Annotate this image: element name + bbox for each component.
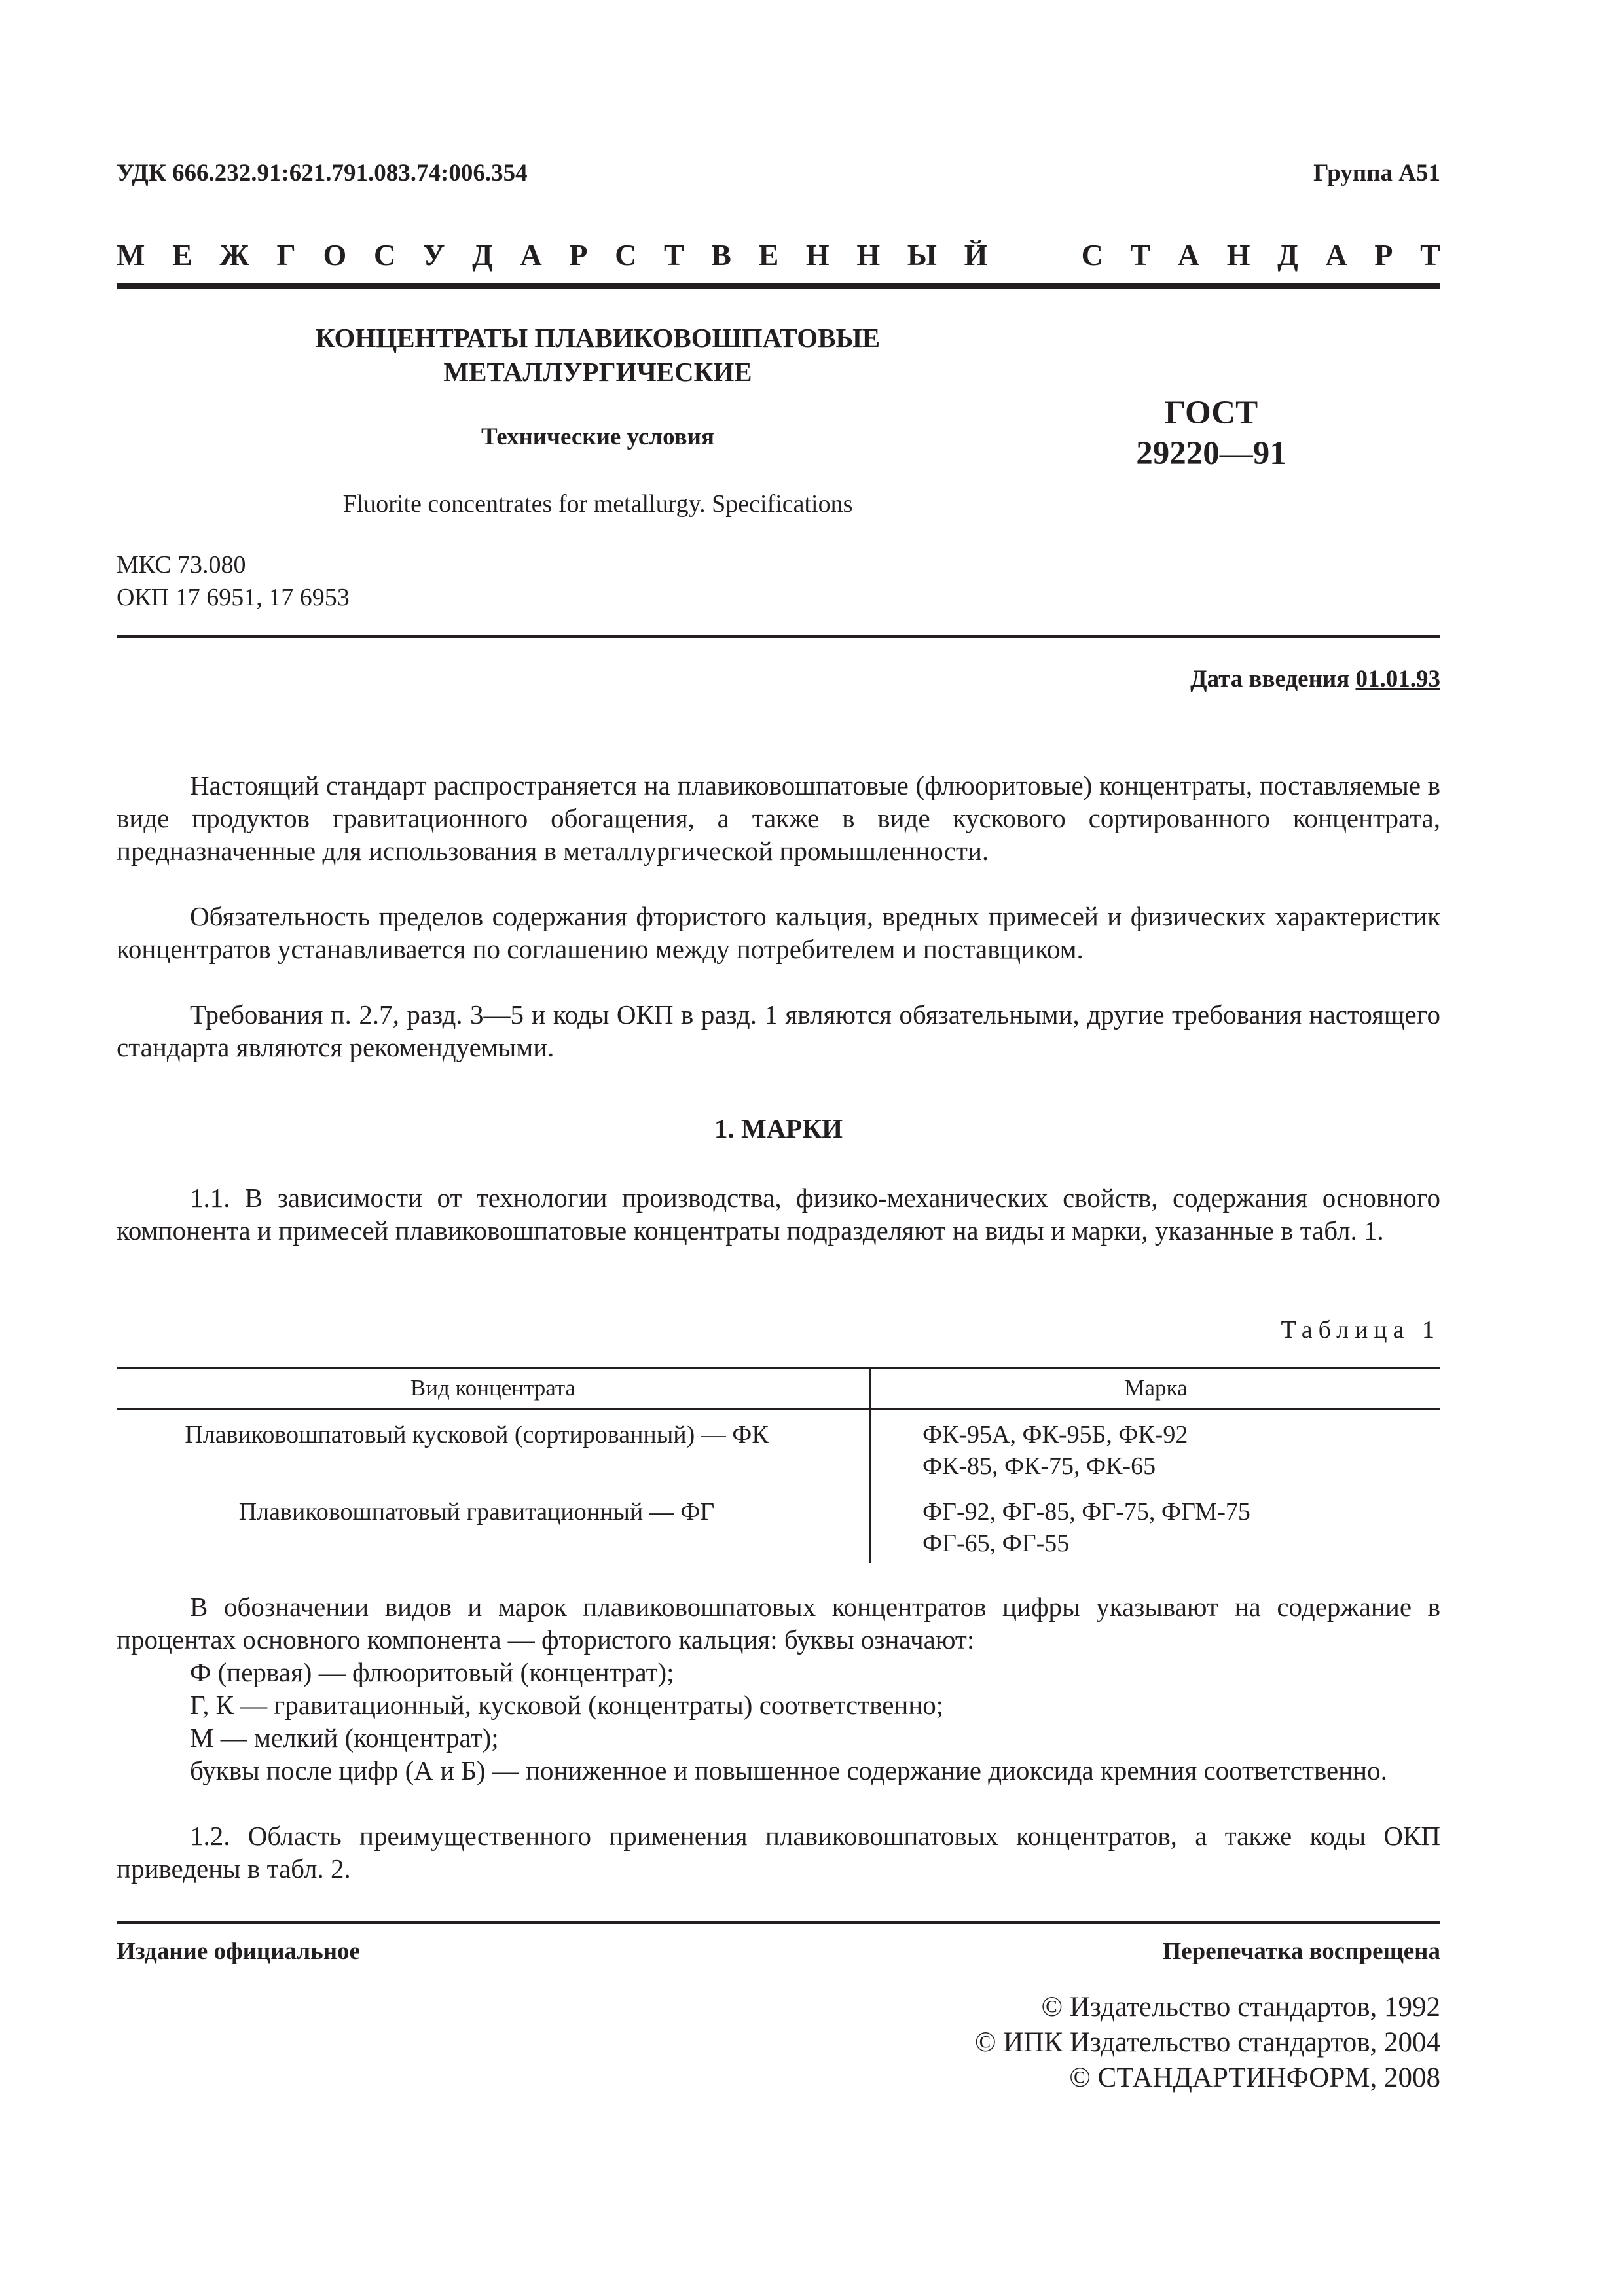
concentrate-grades bbox=[871, 1482, 1441, 1563]
effective-date bbox=[1190, 665, 1440, 693]
table-header-row bbox=[117, 1368, 1440, 1409]
table-caption: Таблица 1 bbox=[1281, 1316, 1440, 1344]
intro-paragraph-3: Требования п. 2.7, разд. 3—5 и коды ОКП в разд. 1 являются обязательными, другие требования настоящего стандарта являются рекомендуемыми. bbox=[117, 999, 1440, 1062]
okp-code: ОКП 17 6951, 17 6953 bbox=[117, 584, 350, 611]
concentrate-kind: Плавиковошпатовый гравитационный — ФГ bbox=[117, 1482, 871, 1563]
english-title: Fluorite concentrates for metallurgy. Specifications bbox=[342, 490, 853, 518]
banner-letter: У bbox=[422, 238, 445, 272]
notation-m: М — мелкий (концентрат); bbox=[190, 1723, 499, 1753]
banner-letter: Р bbox=[1374, 238, 1393, 272]
banner-letter: С bbox=[373, 238, 396, 272]
notation-paragraph: В обозначении видов и марок плавиковошпатовых концентратов цифры указывают на содержание в процентах основного компонента — фтористого кальция: буквы означают: bbox=[117, 1592, 1440, 1655]
banner-letter: Д bbox=[472, 238, 493, 272]
grades-line: ФГ-92, ФГ-85, ФГ-75, ФГМ-75 bbox=[922, 1498, 1250, 1526]
notation-a-b: буквы после цифр (А и Б) — пониженное и повышенное содержание диоксида кремния соответственно. bbox=[190, 1755, 1387, 1785]
gost-label: ГОСТ bbox=[1164, 395, 1258, 431]
section-heading: 1. МАРКИ bbox=[714, 1113, 843, 1143]
udk-code: УДК 666.232.91:621.791.083.74:006.354 bbox=[117, 160, 528, 187]
effective-date-value: 01.01.93 bbox=[1355, 666, 1440, 692]
copyright-line: © СТАНДАРТИНФОРМ, 2008 bbox=[1069, 2062, 1440, 2093]
banner-letter: Т bbox=[1420, 238, 1440, 272]
clause-1-1: 1.1. В зависимости от технологии производства, физико-механических свойств, содержания основного компонента и примесей плавиковошпатовые концентраты подразделяют на виды и марки, указанные в табл. 1. bbox=[117, 1183, 1440, 1246]
banner-letter: Г bbox=[276, 238, 296, 272]
banner-letter: Р bbox=[569, 238, 588, 272]
intro-paragraph-1: Настоящий стандарт распространяется на плавиковошпатовые (флюоритовые) концентраты, поставляемые в виде продуктов гравитационного обогащения, а также в виде кускового сортированного концентрата, предназначенные для использования в металлургической промышленности. bbox=[117, 770, 1440, 866]
gost-designation bbox=[1048, 393, 1375, 474]
clause-1-2: 1.2. Область преимущественного применения плавиковошпатовых концентратов, а также коды ОКП приведены в табл. 2. bbox=[117, 1821, 1440, 1884]
classification-codes bbox=[117, 548, 350, 614]
banner-letter: Й bbox=[964, 238, 988, 272]
concentrate-grades bbox=[871, 1409, 1441, 1482]
column-header-kind: Вид концентрата bbox=[117, 1368, 871, 1409]
table-1 bbox=[117, 1367, 1440, 1563]
copyright-line: © ИПК Издательство стандартов, 2004 bbox=[974, 2027, 1440, 2058]
reprint-prohibited: Перепечатка воспрещена bbox=[1162, 1938, 1440, 1965]
title-line-1: КОНЦЕНТРАТЫ ПЛАВИКОВОШПАТОВЫЕ bbox=[315, 323, 881, 353]
notation-f: Ф (первая) — флюоритовый (концентрат); bbox=[190, 1657, 674, 1687]
footer-rule bbox=[117, 1921, 1440, 1924]
intro-paragraph-2: Обязательность пределов содержания фтористого кальция, вредных примесей и физических характеристик концентратов устанавливается по соглашению между потребителем и поставщиком. bbox=[117, 901, 1440, 964]
mks-code: МКС 73.080 bbox=[117, 551, 246, 579]
banner-letter: С bbox=[1081, 238, 1103, 272]
banner-letter: М bbox=[117, 238, 145, 272]
title-line-2: МЕТАЛЛУРГИЧЕСКИЕ bbox=[443, 357, 752, 387]
official-edition: Издание официальное bbox=[117, 1938, 360, 1965]
banner-letter: Т bbox=[1130, 238, 1151, 272]
group-code: Группа А51 bbox=[1313, 160, 1440, 187]
document-subtitle: Технические условия bbox=[481, 423, 714, 450]
header-rule bbox=[117, 283, 1440, 289]
grades-line: ФК-85, ФК-75, ФК-65 bbox=[922, 1452, 1156, 1480]
banner-letter: А bbox=[520, 238, 542, 272]
banner-letter: С bbox=[615, 238, 637, 272]
notation-g-k: Г, К — гравитационный, кусковой (концентраты) соответственно; bbox=[190, 1690, 944, 1720]
concentrate-kind: Плавиковошпатовый кусковой (сортированный) — ФК bbox=[117, 1409, 871, 1482]
banner-letter: А bbox=[1177, 238, 1200, 272]
banner-letter: Е bbox=[758, 238, 779, 272]
banner-letter: Д bbox=[1277, 238, 1298, 272]
copyright-block bbox=[975, 1990, 1440, 2096]
banner-letter: О bbox=[323, 238, 347, 272]
column-header-grade: Марка bbox=[871, 1368, 1441, 1409]
gost-number: 29220—91 bbox=[1136, 435, 1286, 472]
banner-letter: Е bbox=[172, 238, 192, 272]
banner-letter: А bbox=[1325, 238, 1347, 272]
banner-letter: Т bbox=[663, 238, 684, 272]
banner-letter: Н bbox=[805, 238, 830, 272]
grades-line: ФГ-65, ФГ-55 bbox=[922, 1530, 1070, 1557]
banner-letter: В bbox=[711, 238, 731, 272]
effective-date-label: Дата введения bbox=[1190, 666, 1350, 692]
interstate-standard-banner bbox=[117, 237, 1440, 272]
banner-letter: Н bbox=[856, 238, 881, 272]
banner-letter: Ы bbox=[907, 238, 937, 272]
table-row bbox=[117, 1409, 1440, 1482]
table-row bbox=[117, 1482, 1440, 1563]
banner-letter: Н bbox=[1226, 238, 1250, 272]
copyright-line: © Издательство стандартов, 1992 bbox=[1041, 1992, 1440, 2022]
banner-letter: Ж bbox=[219, 238, 249, 272]
title-rule bbox=[117, 635, 1440, 638]
document-title bbox=[117, 321, 1079, 389]
grades-line: ФК-95А, ФК-95Б, ФК-92 bbox=[922, 1421, 1188, 1448]
